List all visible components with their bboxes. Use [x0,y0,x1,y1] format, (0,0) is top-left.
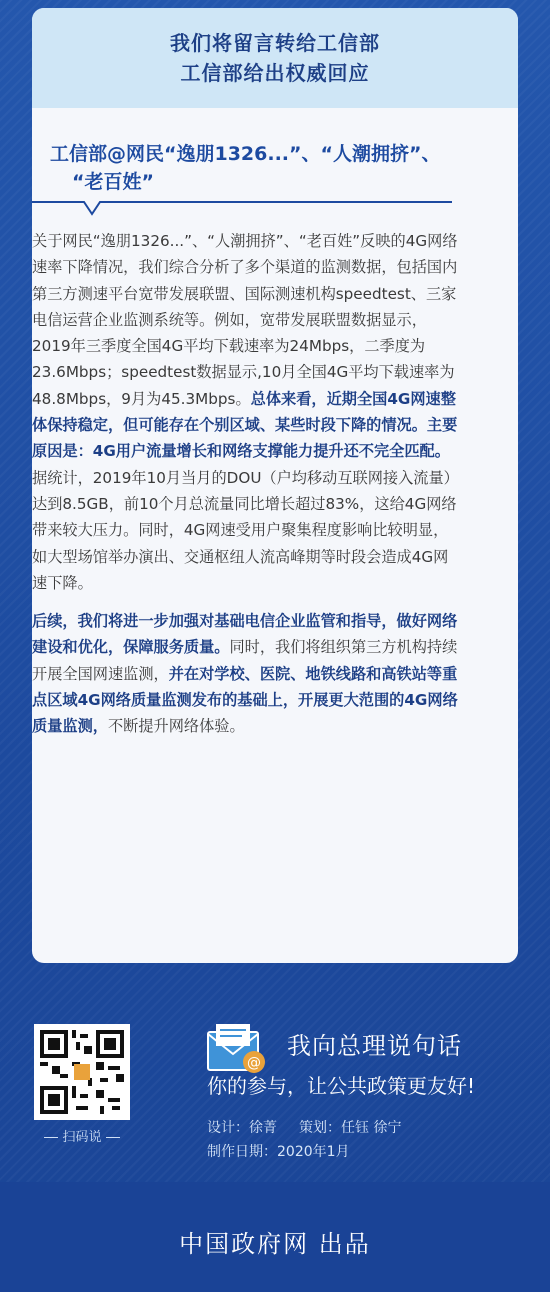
producer-label: 中国政府网 出品 [179,1230,371,1258]
qr-code-icon [40,1030,124,1114]
reply-text: 关于网民“逸朋1326...”、“人潮拥挤”、“老百姓”反映的4G网络速率下降情况，我们综合分析了多个渠道的监测数据，包括国内第三方测速平台宽带发展联盟、国际测速机构speedtest、三家电信运营企业监测系统等。例如，宽带发展联盟数据显示，2019年三季度全国4G平均下载速率为24Mbps，二季度为23.6Mbps；speedtest数据显示,10月全国4G平均下载速率为48.8Mbps，9月为45.3Mbps。 [32,232,458,408]
credits [207,1116,423,1164]
reply-highlight: 总体来看，近期全国4G网速整体保持稳定，但可能存在个别区域、某些时段下降的情况。主要原因是：4G用户流量增长和网络支撑能力提升还不完全匹配。 [32,389,458,461]
credit-design: 设计：徐菁 [207,1120,277,1136]
question-title [32,108,518,211]
header-title-line2: 工信部给出权威回应 [180,61,370,85]
reply-text: 不断提升网络体验。 [107,717,245,736]
card-header [32,8,518,108]
header-title-line1: 我们将留言转给工信部 [170,31,380,55]
reply-text: 同时，我们将组织第三方机构持续开展全国网速监测， [32,638,458,683]
credit-date: 制作日期：2020年1月 [207,1144,350,1160]
mail-envelope-icon [206,1022,268,1076]
credit-plan: 策划：任钰 徐宁 [299,1120,402,1136]
svg-text:@: @ [247,1055,261,1071]
reply-body [32,228,460,752]
speech-divider-icon [32,200,452,220]
reply-paragraph-1 [32,228,460,596]
slogan-subtitle: 你的参与，让公共政策更友好! [207,1074,476,1098]
slogan-title: 我向总理说句话 [287,1032,462,1060]
qr-code[interactable] [34,1024,130,1120]
reply-highlight: 并在对学校、医院、地铁线路和高铁站等重点区域4G网络质量监测发布的基础上，开展更大范围的4G网络质量监测， [32,664,458,736]
reply-text: 据统计，2019年10月当月的DOU（户均移动互联网接入流量）达到8.5GB，前10个月总流量同比增长超过83%，这给4G网络带来较大压力。同时，4G网速受用户聚集程度影响比较明显，如大型场馆举办演出、交通枢纽人流高峰期等时段会造成4G网速下降。 [32,468,459,592]
question-title-line2: “老百姓” [72,171,154,193]
reply-paragraph-2 [32,608,460,739]
qr-label: 扫码说 [30,1126,134,1145]
question-title-line1: 工信部@网民“逸朋1326...”、“人潮拥挤”、 [50,143,441,165]
reply-highlight: 后续，我们将进一步加强对基础电信企业监管和指导，做好网络建设和优化，保障服务质量。 [32,612,458,657]
